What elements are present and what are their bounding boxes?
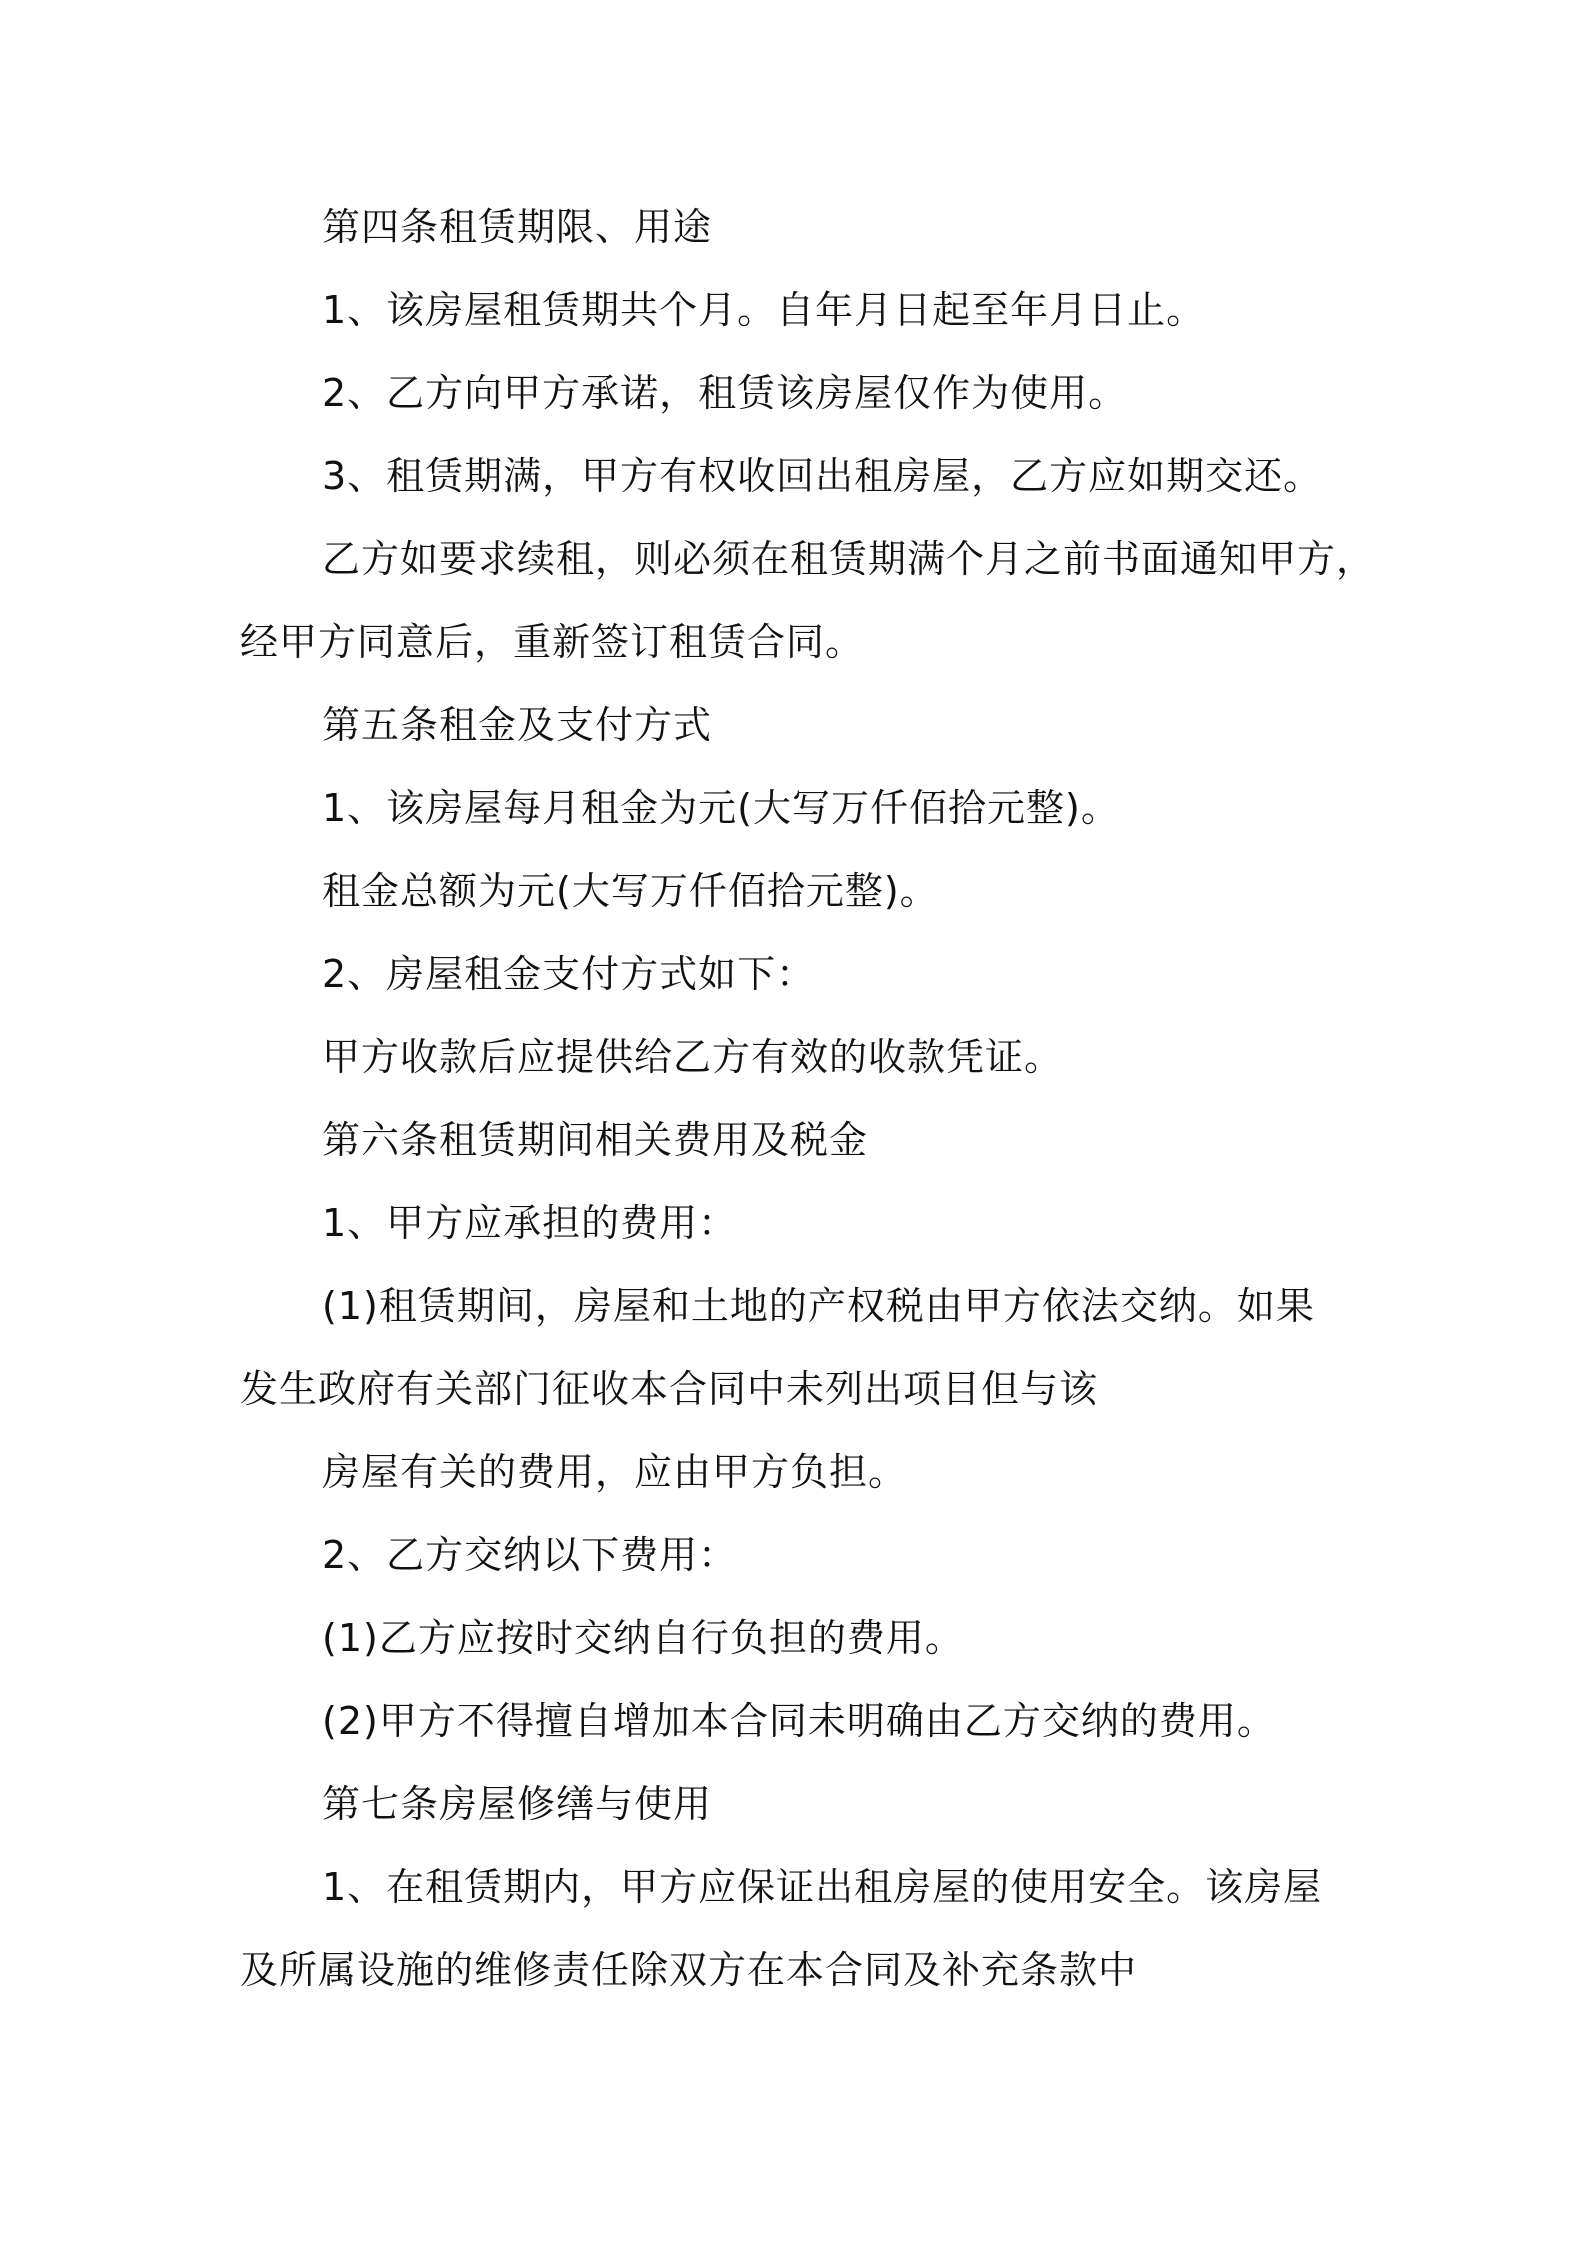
paragraph-line: (2)甲方不得擅自增加本合同未明确由乙方交纳的费用。: [322, 1699, 1276, 1743]
article-6-heading: 第六条租赁期间相关费用及税金: [322, 1118, 869, 1162]
paragraph-line: 2、乙方交纳以下费用：: [322, 1533, 738, 1577]
paragraph-line: 1、该房屋每月租金为元(大写万仟佰拾元整)。: [322, 786, 1120, 830]
paragraph-line: 1、该房屋租赁期共个月。自年月日起至年月日止。: [322, 288, 1206, 332]
paragraph-line: 1、甲方应承担的费用：: [322, 1201, 738, 1245]
article-4-heading: 第四条租赁期限、用途: [322, 205, 713, 249]
paragraph-line: 1、在租赁期内，甲方应保证出租房屋的使用安全。该房屋: [322, 1865, 1323, 1909]
paragraph-line: 房屋有关的费用，应由甲方负担。: [322, 1450, 908, 1494]
paragraph-line: 经甲方同意后，重新签订租赁合同。: [240, 620, 865, 664]
paragraph-line: 租金总额为元(大写万仟佰拾元整)。: [322, 869, 939, 913]
paragraph-line: 甲方收款后应提供给乙方有效的收款凭证。: [322, 1035, 1064, 1079]
paragraph-line: 2、房屋租金支付方式如下：: [322, 952, 816, 996]
paragraph-line: 乙方如要求续租，则必须在租赁期满个月之前书面通知甲方，: [322, 537, 1376, 581]
paragraph-line: (1)租赁期间，房屋和土地的产权税由甲方依法交纳。如果: [322, 1284, 1315, 1328]
paragraph-line: 发生政府有关部门征收本合同中未列出项目但与该: [240, 1367, 1099, 1411]
paragraph-line: (1)乙方应按时交纳自行负担的费用。: [322, 1616, 964, 1660]
paragraph-line: 及所属设施的维修责任除双方在本合同及补充条款中: [240, 1948, 1138, 1992]
article-7-heading: 第七条房屋修缮与使用: [322, 1782, 713, 1826]
paragraph-line: 3、租赁期满，甲方有权收回出租房屋，乙方应如期交还。: [322, 454, 1323, 498]
article-5-heading: 第五条租金及支付方式: [322, 703, 713, 747]
paragraph-line: 2、乙方向甲方承诺，租赁该房屋仅作为使用。: [322, 371, 1128, 415]
